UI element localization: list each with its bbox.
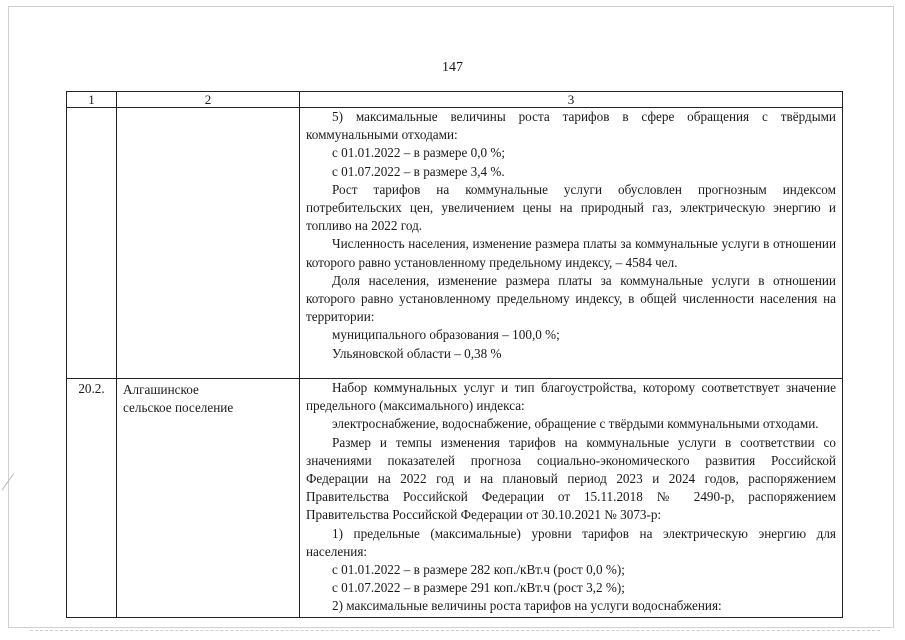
row-name-line: сельское поселение: [123, 400, 234, 415]
paragraph: с 01.01.2022 – в размере 282 коп./кВт.ч (рост 0,0 %);: [332, 562, 625, 578]
paragraph: с 01.01.2022 – в размере 0,0 %;: [332, 145, 506, 161]
header-col-3: 3: [300, 92, 843, 108]
paragraph: Набор коммунальных услуг и тип благоустройства, которому соответствует значение предельного (максимального) индекса:: [306, 380, 836, 414]
table-row: [67, 379, 843, 618]
table-row: [67, 108, 843, 379]
paragraph: Размер и темпы изменения тарифов на коммунальные услуги в соответствии со значениями показателей прогноза социально-экономического развития Российской Федерации на 2022 год и на плановый период 2023 и 2024 годов, распоряжением Правительства Российской Федерации от 15.11.2018 № 2490-р, распоряжением Правительства Российской Федерации от 30.10.2021 № 3073-р:: [306, 434, 836, 523]
header-col-2: 2: [117, 92, 300, 108]
paragraph: 1) предельные (максимальные) уровни тарифов на электрическую энергию для населения:: [306, 525, 836, 559]
row-name: [117, 379, 300, 618]
paragraph: Численность населения, изменение размера платы за коммунальные услуги в отношении которого равно установленному предельному индексу, – 4584 чел.: [306, 236, 836, 270]
row-content: [300, 108, 843, 379]
paragraph: 5) максимальные величины роста тарифов в сфере обращения с твёрдыми коммунальными отходами:: [306, 109, 836, 143]
paragraph: Рост тарифов на коммунальные услуги обусловлен прогнозным индексом потребительских цен, увеличением цены на природный газ, электрическую энергию и топливо на 2022 год.: [306, 181, 836, 234]
row-number: 20.2.: [67, 379, 117, 618]
row-number: [67, 108, 117, 379]
bottom-edge-noise: [30, 630, 880, 634]
row-content: [300, 379, 843, 618]
paragraph: Ульяновской области – 0,38 %: [332, 345, 502, 361]
paragraph: муниципального образования – 100,0 %;: [332, 327, 560, 343]
paragraph: с 01.07.2022 – в размере 291 коп./кВт.ч (рост 3,2 %);: [332, 580, 625, 596]
paragraph: 2) максимальные величины роста тарифов на услуги водоснабжения:: [332, 598, 722, 614]
row-name: [117, 108, 300, 379]
page-number: 147: [442, 60, 463, 75]
table-header-row: [67, 92, 843, 108]
paragraph: с 01.07.2022 – в размере 3,4 %.: [332, 163, 505, 179]
paragraph: электроснабжение, водоснабжение, обращение с твёрдыми коммунальными отходами.: [332, 416, 819, 432]
header-col-1: 1: [67, 92, 117, 108]
row-name-line: Алгашинское: [123, 382, 199, 397]
document-table: [66, 91, 843, 618]
paragraph: Доля населения, изменение размера платы за коммунальные услуги в отношении которого равно установленному предельному индексу, в общей численности населения на территории:: [306, 272, 836, 325]
